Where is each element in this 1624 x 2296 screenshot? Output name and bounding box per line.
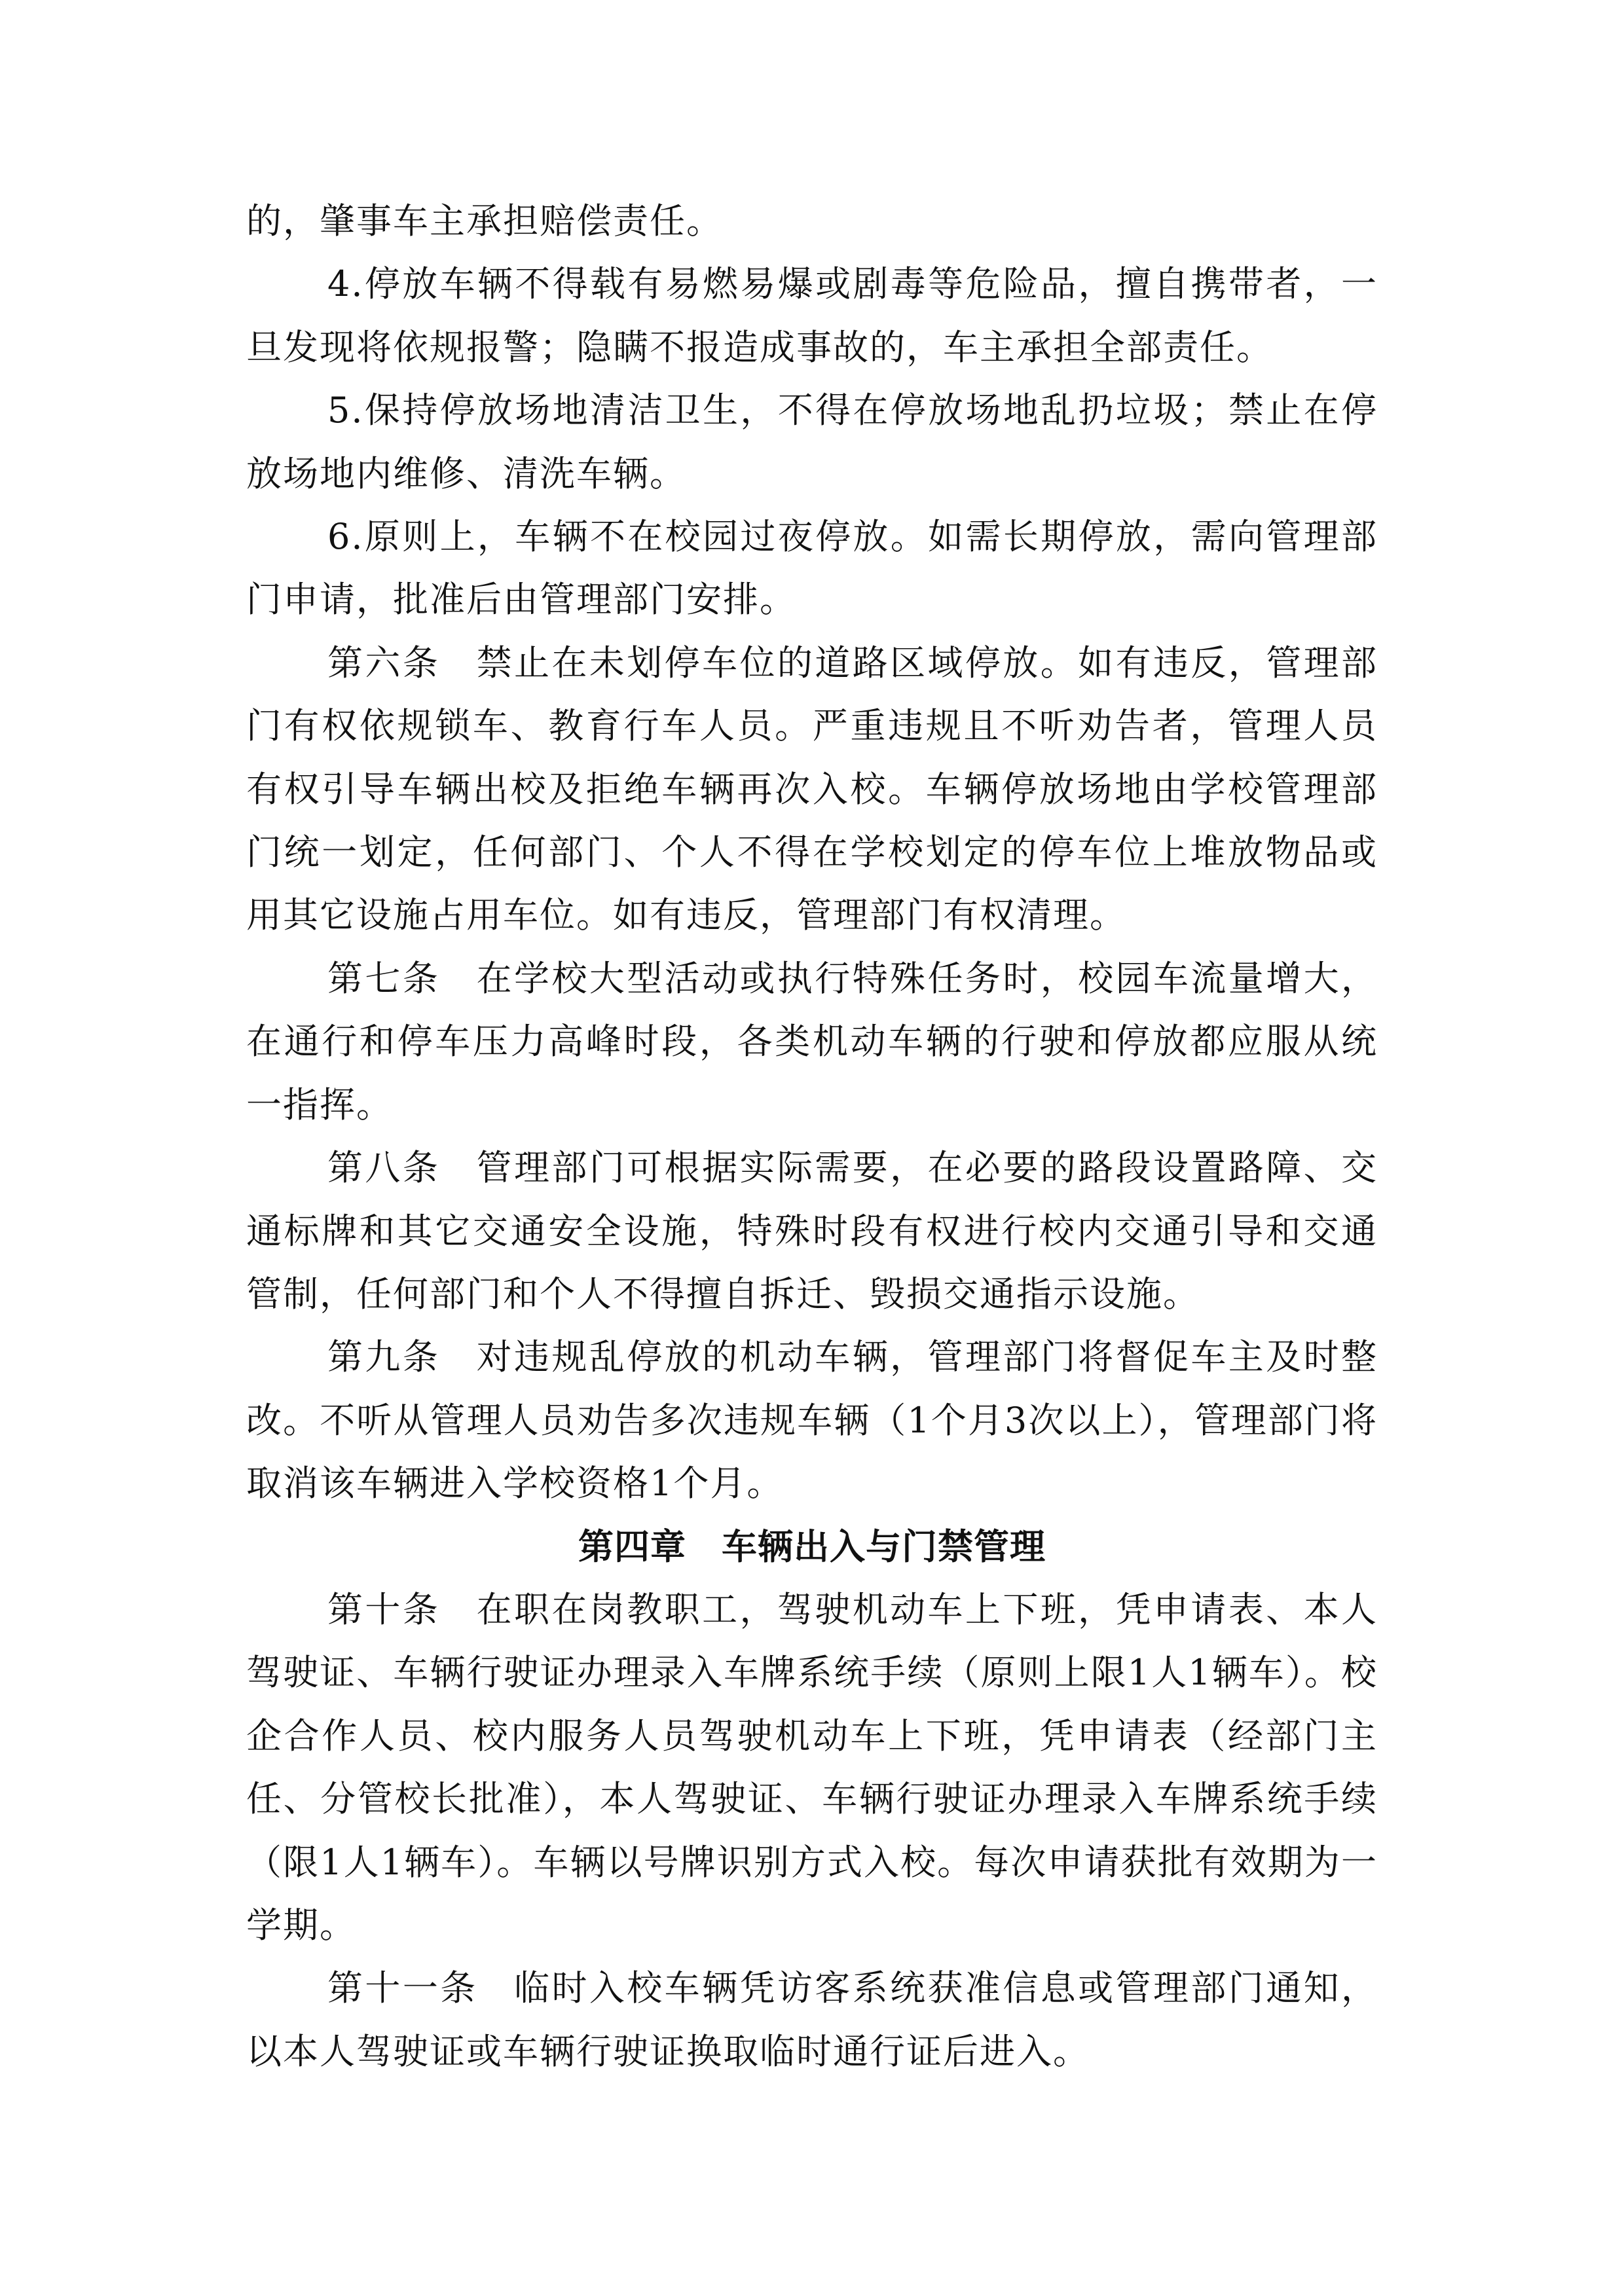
article-label: 第十一条 <box>327 1967 478 2009</box>
paragraph-continuation <box>246 190 1378 253</box>
chapter-number: 第四章 <box>578 1525 686 1567</box>
article-label: 第九条 <box>327 1336 441 1378</box>
paragraph-item-5 <box>246 379 1378 505</box>
chapter-heading <box>246 1516 1378 1578</box>
paragraph-text: 5.保持停放场地清洁卫生，不得在停放场地乱扔垃圾；禁止在停放场地内维修、清洗车辆。 <box>246 390 1378 494</box>
article-text: 临时入校车辆凭访客系统获准信息或管理部门通知，以本人驾驶证或车辆行驶证换取临时通行证后进入。 <box>246 1967 1378 2072</box>
article-10 <box>246 1578 1378 1957</box>
article-text: 对违规乱停放的机动车辆，管理部门将督促车主及时整改。不听从管理人员劝告多次违规车辆（1个月3次以上），管理部门将取消该车辆进入学校资格1个月。 <box>246 1336 1378 1504</box>
document-body <box>246 190 1378 2083</box>
article-label: 第八条 <box>327 1147 441 1189</box>
article-text: 管理部门可根据实际需要，在必要的路段设置路障、交通标牌和其它交通安全设施，特殊时段有权进行校内交通引导和交通管制，任何部门和个人不得擅自拆迁、毁损交通指示设施。 <box>246 1147 1378 1315</box>
article-label: 第六条 <box>327 642 441 683</box>
article-6 <box>246 632 1378 947</box>
article-text: 禁止在未划停车位的道路区域停放。如有违反，管理部门有权依规锁车、教育行车人员。严重违规且不听劝告者，管理人员有权引导车辆出校及拒绝车辆再次入校。车辆停放场地由学校管理部门统一划定，任何部门、个人不得在学校划定的停车位上堆放物品或用其它设施占用车位。如有违反，管理部门有权清理。 <box>246 642 1378 936</box>
paragraph-item-4 <box>246 253 1378 379</box>
chapter-title-text: 车辆出入与门禁管理 <box>722 1525 1046 1567</box>
paragraph-text: 6.原则上，车辆不在校园过夜停放。如需长期停放，需向管理部门申请，批准后由管理部门安排。 <box>246 516 1378 621</box>
article-11 <box>246 1957 1378 2083</box>
article-text: 在职在岗教职工，驾驶机动车上下班，凭申请表、本人驾驶证、车辆行驶证办理录入车牌系统手续（原则上限1人1辆车）。校企合作人员、校内服务人员驾驶机动车上下班，凭申请表（经部门主任、分管校长批准），本人驾驶证、车辆行驶证办理录入车牌系统手续（限1人1辆车）。车辆以号牌识别方式入校。每次申请获批有效期为一学期。 <box>246 1588 1378 1946</box>
article-label: 第十条 <box>327 1588 441 1630</box>
article-9 <box>246 1326 1378 1515</box>
article-label: 第七条 <box>327 957 441 999</box>
article-7 <box>246 947 1378 1137</box>
paragraph-text: 的，肇事车主承担赔偿责任。 <box>246 200 723 242</box>
paragraph-text: 4.停放车辆不得载有易燃易爆或剧毒等危险品，擅自携带者，一旦发现将依规报警；隐瞒不报造成事故的，车主承担全部责任。 <box>246 263 1378 368</box>
article-text: 在学校大型活动或执行特殊任务时，校园车流量增大，在通行和停车压力高峰时段，各类机动车辆的行驶和停放都应服从统一指挥。 <box>246 957 1378 1125</box>
paragraph-item-6 <box>246 505 1378 632</box>
article-8 <box>246 1137 1378 1326</box>
